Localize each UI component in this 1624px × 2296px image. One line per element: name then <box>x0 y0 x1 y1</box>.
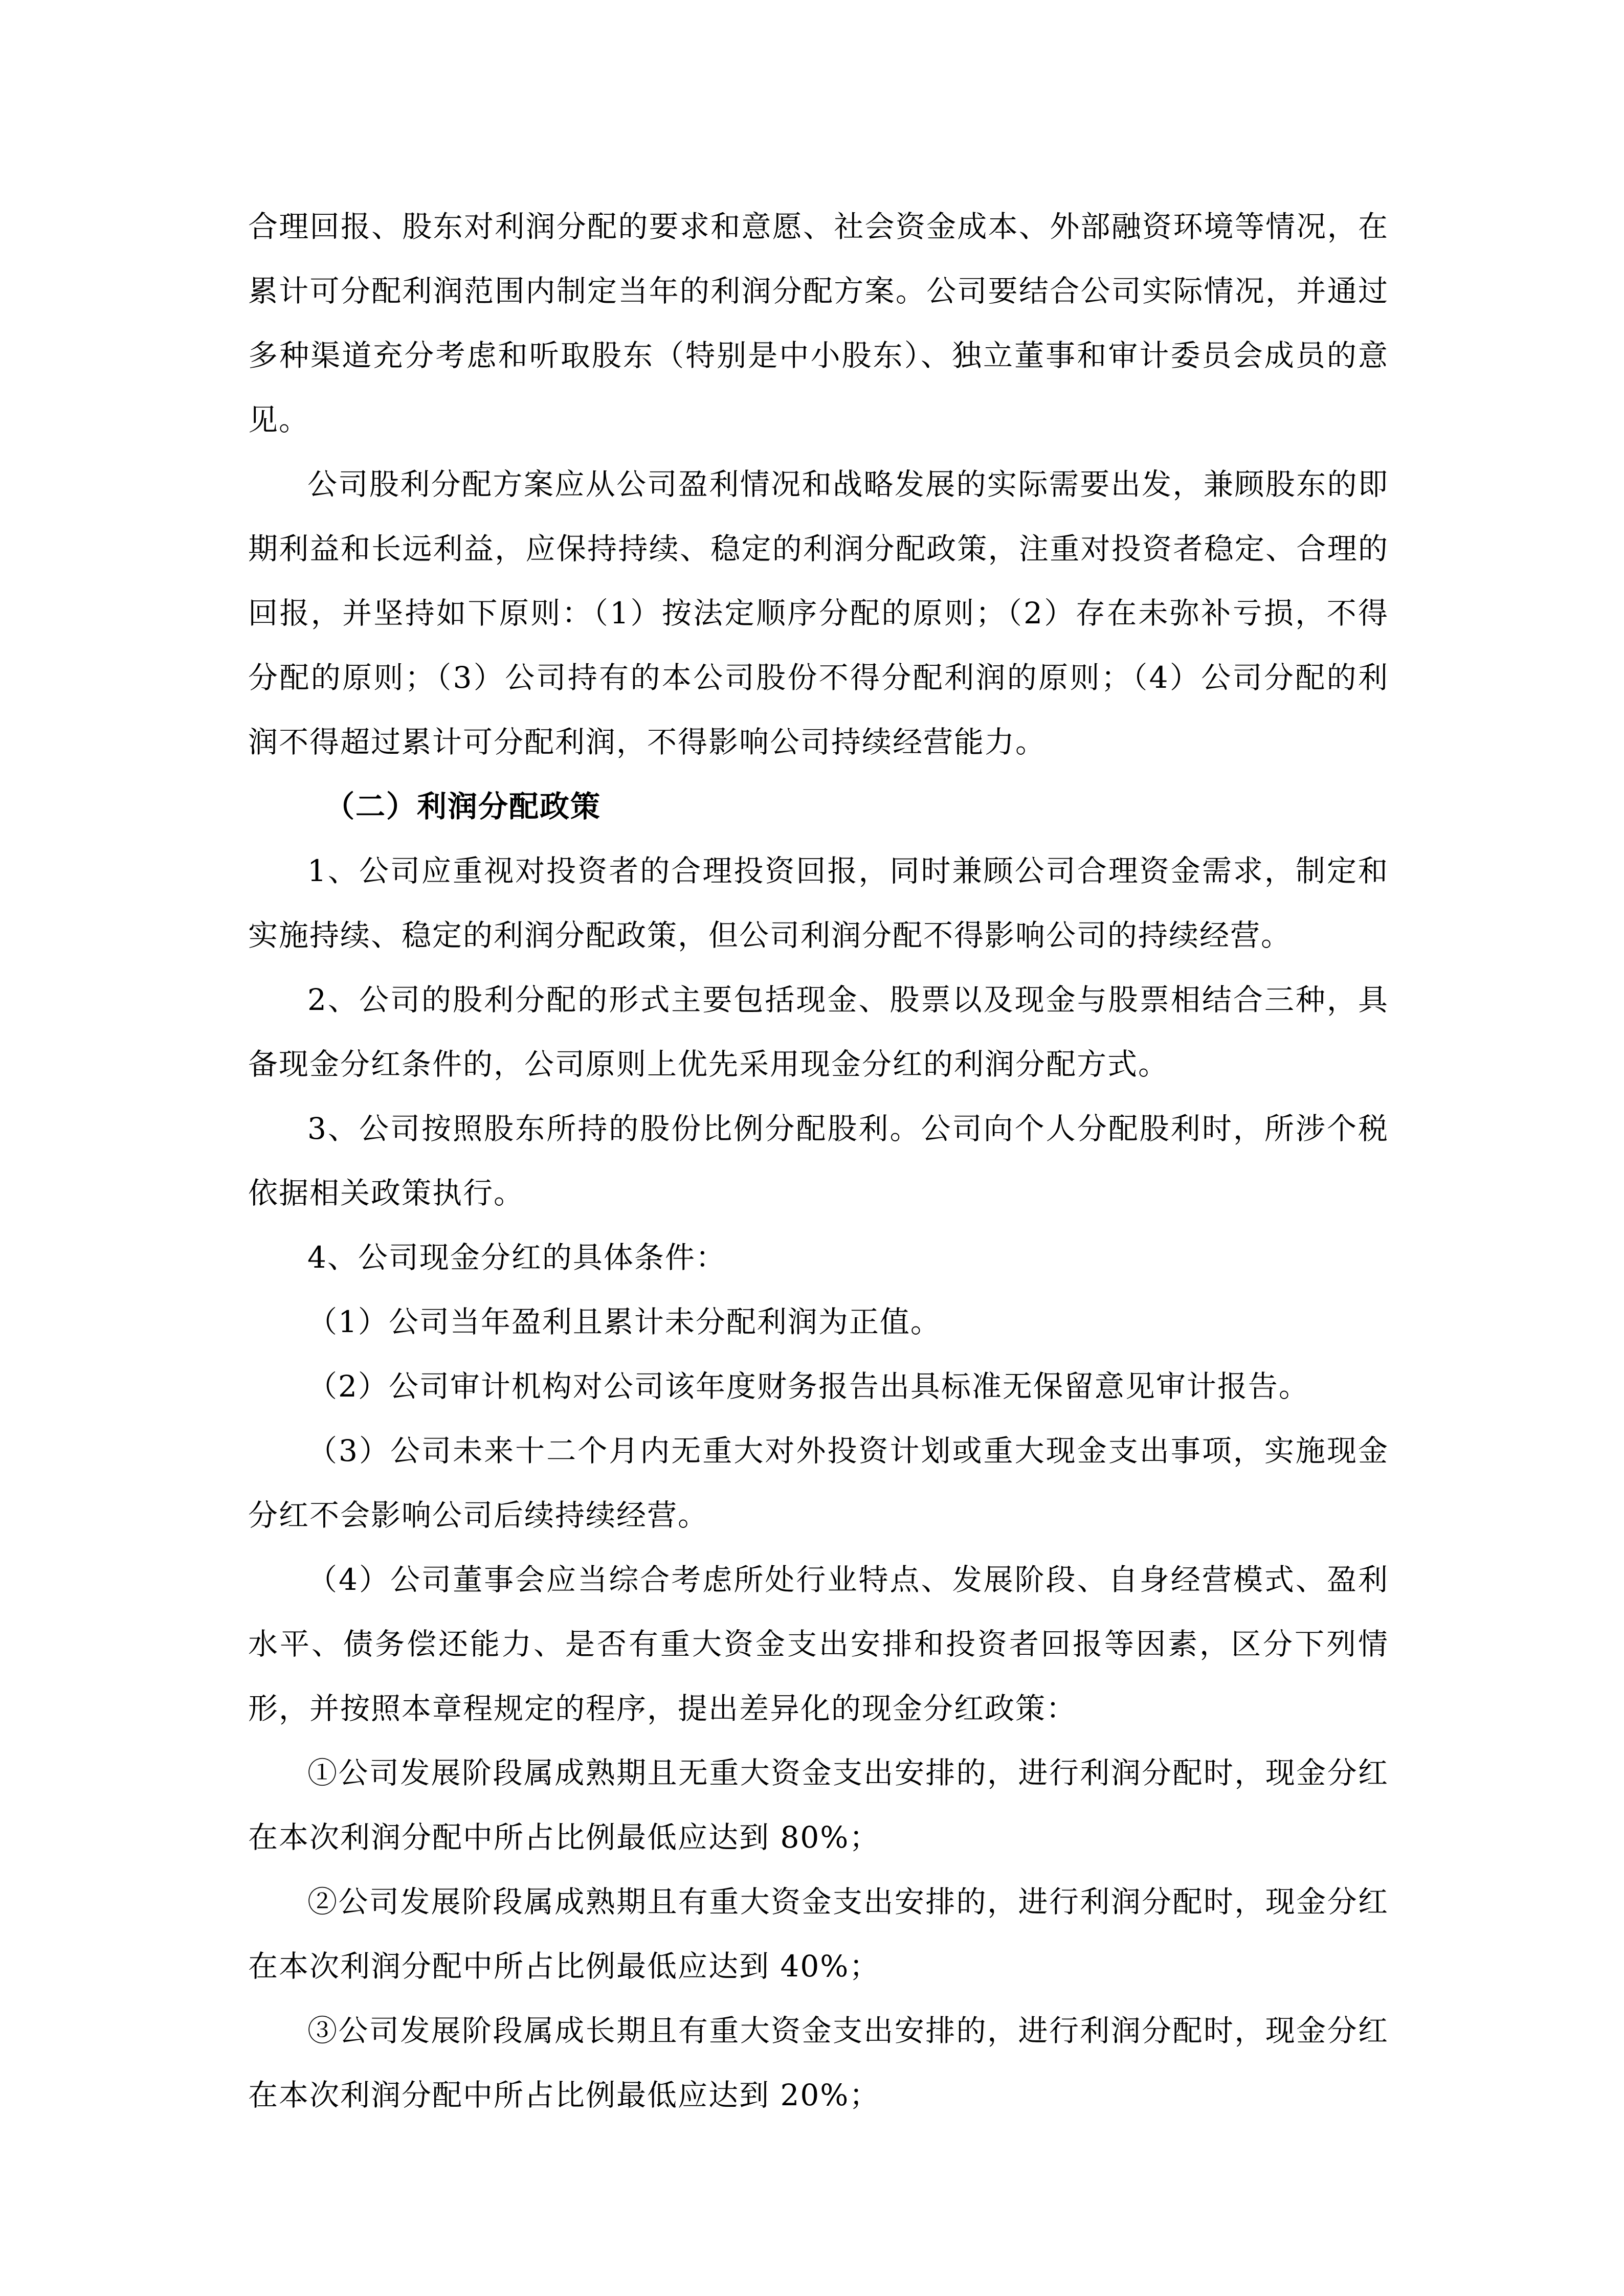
paragraph-condition-3: （3）公司未来十二个月内无重大对外投资计划或重大现金支出事项，实施现金分红不会影响公司后续持续经营。 <box>248 1433 1389 1533</box>
paragraph-condition-4: （4）公司董事会应当综合考虑所处行业特点、发展阶段、自身经营模式、盈利水平、债务偿还能力、是否有重大资金支出安排和投资者回报等因素，区分下列情形，并按照本章程规定的程序，提出差异化的现金分红政策： <box>248 1562 1389 1726</box>
paragraph-case-3: ③公司发展阶段属成长期且有重大资金支出安排的，进行利润分配时，现金分红在本次利润分配中所占比例最低应达到 20%； <box>248 2013 1389 2112</box>
paragraph-item-2: 2、公司的股利分配的形式主要包括现金、股票以及现金与股票相结合三种，具备现金分红条件的，公司原则上优先采用现金分红的利润分配方式。 <box>248 982 1389 1082</box>
paragraph-condition-1: （1）公司当年盈利且累计未分配利润为正值。 <box>307 1304 941 1339</box>
paragraph-item-4: 4、公司现金分红的具体条件： <box>307 1240 726 1275</box>
paragraph-item-1: 1、公司应重视对投资者的合理投资回报，同时兼顾公司合理资金需求，制定和实施持续、稳定的利润分配政策，但公司利润分配不得影响公司的持续经营。 <box>248 853 1389 953</box>
paragraph-continued: 合理回报、股东对利润分配的要求和意愿、社会资金成本、外部融资环境等情况，在累计可分配利润范围内制定当年的利润分配方案。公司要结合公司实际情况，并通过多种渠道充分考虑和听取股东（特别是中小股东）、独立董事和审计委员会成员的意见。 <box>248 209 1389 437</box>
paragraph-condition-2: （2）公司审计机构对公司该年度财务报告出具标准无保留意见审计报告。 <box>307 1369 1309 1404</box>
paragraph-case-2: ②公司发展阶段属成熟期且有重大资金支出安排的，进行利润分配时，现金分红在本次利润分配中所占比例最低应达到 40%； <box>248 1884 1389 1984</box>
paragraph-dividend-principles: 公司股利分配方案应从公司盈利情况和战略发展的实际需要出发，兼顾股东的即期利益和长远利益，应保持持续、稳定的利润分配政策，注重对投资者稳定、合理的回报，并坚持如下原则：（1）按法定顺序分配的原则；（2）存在未弥补亏损，不得分配的原则；（3）公司持有的本公司股份不得分配利润的原则；（4）公司分配的利润不得超过累计可分配利润，不得影响公司持续经营能力。 <box>248 467 1389 759</box>
section-heading: （二）利润分配政策 <box>325 789 602 824</box>
paragraph-case-1: ①公司发展阶段属成熟期且无重大资金支出安排的，进行利润分配时，现金分红在本次利润分配中所占比例最低应达到 80%； <box>248 1755 1389 1855</box>
document-body <box>248 194 1389 2127</box>
paragraph-item-3: 3、公司按照股东所持的股份比例分配股利。公司向个人分配股利时，所涉个税依据相关政策执行。 <box>248 1111 1389 1210</box>
